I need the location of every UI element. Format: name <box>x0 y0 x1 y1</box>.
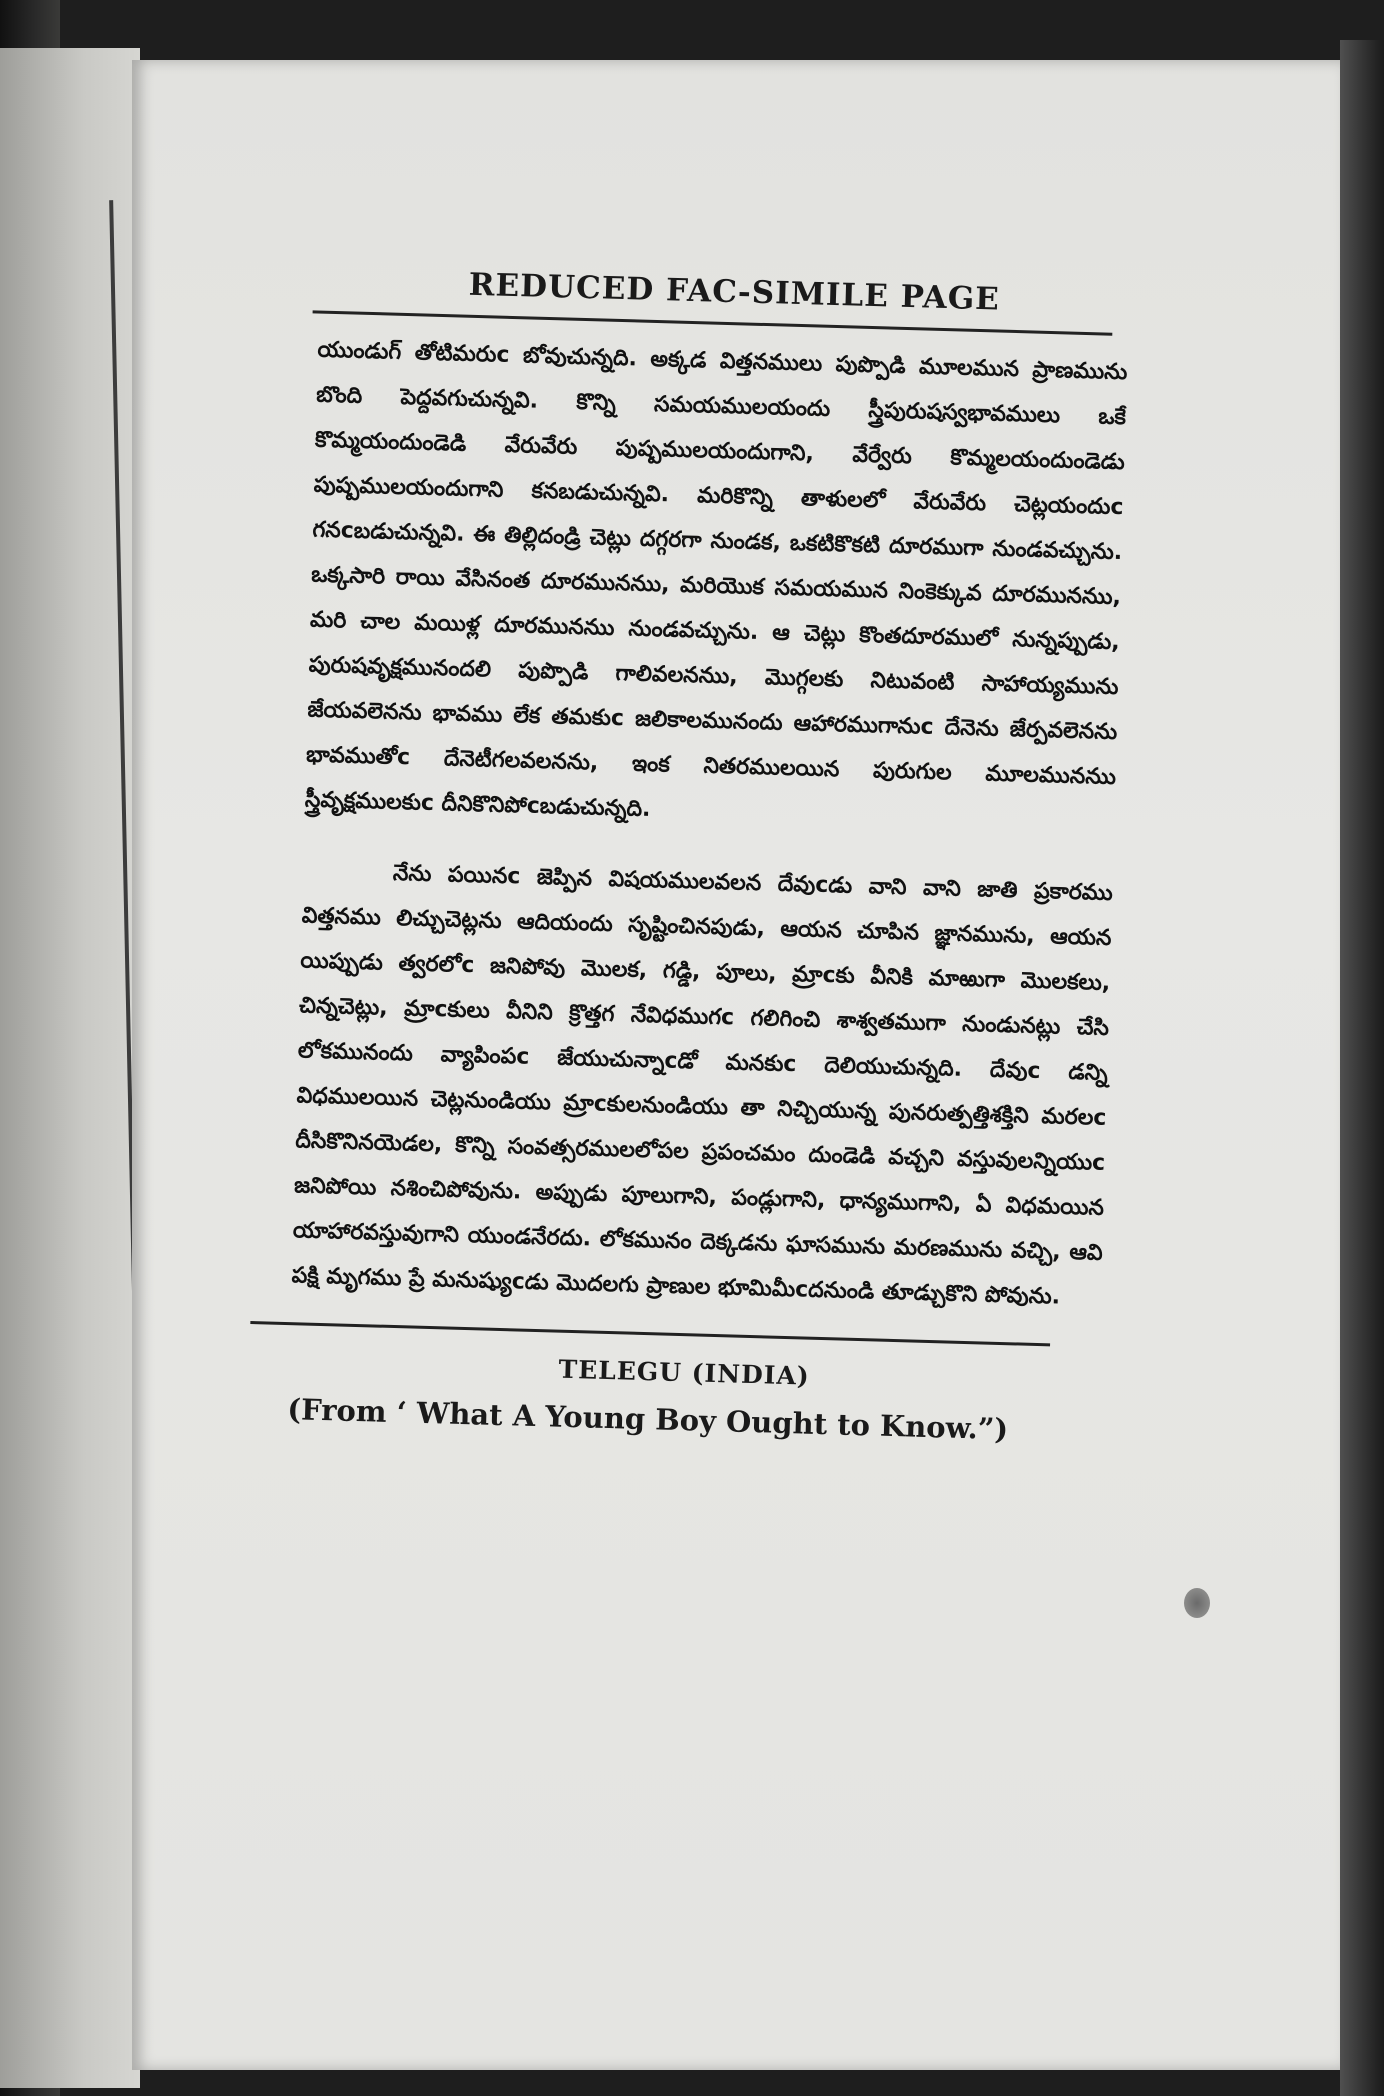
paragraph-1: యుండుగ్ తోటిమరుc బోవుచున్నది. అక్కడ విత్తనములు పుప్పొడి మూలమున ప్రాణమును బొంది పెద్దవగుచున్నవి. కొన్ని సమయములయందు స్త్రీపురుషస్వభావములు ఒకే కొమ్మయందుండెడి వేరువేరు పుష్పములయందుగాని, వేర్వేరు కొమ్మలయందుండెడు పుష్పములయందుగాని కనబడుచున్నవి. మరికొన్ని తాళులలో వేరువేరు చెట్లయందుc గనcబడుచున్నవి. ఈ తిల్లిదండ్రి చెట్లు దగ్గరగా నుండక, ఒకటికొకటి దూరముగా నుండవచ్చును. ఒక్కసారి రాయి వేసినంత దూరముననుు, మరియొక సమయమున నింకెక్కువ దూరముననుు, మరి చాల మయిళ్ల దూరముననుు నుండవచ్చును. ఆ చెట్లు కొంతదూరములో నున్నప్పుడు, పురుషవృక్షమునందలి పుప్పొడి గాలివలననుు, మొగ్గలకు నిటువంటి సాహాయ్యమును జేయవలెనను భావము లేక తమకుc జలికాలమునందు ఆహారముగానుc దేనెను జేర్పవలెనను భావముతోc దేనెటీగలవలనను, ఇంక నితరములయిన పురుగుల మూలముననుు స్త్రీవృక్షములకుc దీనికొనిపోcబడుచున్నది. <box>304 337 1128 822</box>
footer-rule <box>250 1321 1050 1346</box>
facing-page-edge <box>0 48 140 2088</box>
language-caption: TELEGU (INDIA) <box>558 1354 811 1391</box>
source-caption: (From ‘ What A Young Boy Ought to Know.”) <box>286 1392 1009 1447</box>
paper-speck <box>1184 1588 1210 1618</box>
running-head: REDUCED FAC-SIMILE PAGE <box>468 266 1001 318</box>
telugu-text-block <box>291 328 1128 1321</box>
page-stack-shadow <box>1340 40 1384 2096</box>
page-content <box>267 262 1129 1449</box>
paragraph-2: నేను పయినc జెప్పిన విషయములవలన దేవుcడు వాని వాని జాతి ప్రకారము విత్తనము లిచ్చుచెట్లను ఆదియందు సృష్టించినపుడు, ఆయన చూపిన జ్ఞానమును, ఆయన యిప్పుడు త్వరలోc జనిపోవు మొలక, గడ్డి, పూలు, మ్రాcకు వీనికి మాఱుగా మొలకలు, చిన్నచెట్లు, మ్రాcకులు వీనిని క్రొత్తగ నేవిధముగc గలిగించి శాశ్వతముగా నుండునట్లు చేసి లోకమునందు వ్యాపింపc జేయుచున్నాcడో మనకుc దెలియుచున్నది. దేవుc డన్ని విధములయిన చెట్లనుండియు మ్రాcకులనుండియు తా నిచ్చియున్న పునరుత్పత్తిశక్తిని మరలc దీసికొనినయెడల, కొన్ని సంవత్సరములలోపల ప్రపంచమం దుండెడి వచ్చని వస్తువులన్నియుc జనిపోయి నశించిపోవును. అప్పుడు పూలుగాని, పండ్లుగాని, ధాన్యముగాని, ఏ విధమయిన యాహారవస్తువుగాని యుండనేరదు. లోకమునం దెక్కడను ఘాసమును మరణమును వచ్చి, ఆవి పక్షి మృగము ప్రే మనుష్యుcడు మొదలగు ప్రాణుల భూమిమీcదనుండి తూడ్చుకొని పోవును. <box>291 860 1114 1310</box>
